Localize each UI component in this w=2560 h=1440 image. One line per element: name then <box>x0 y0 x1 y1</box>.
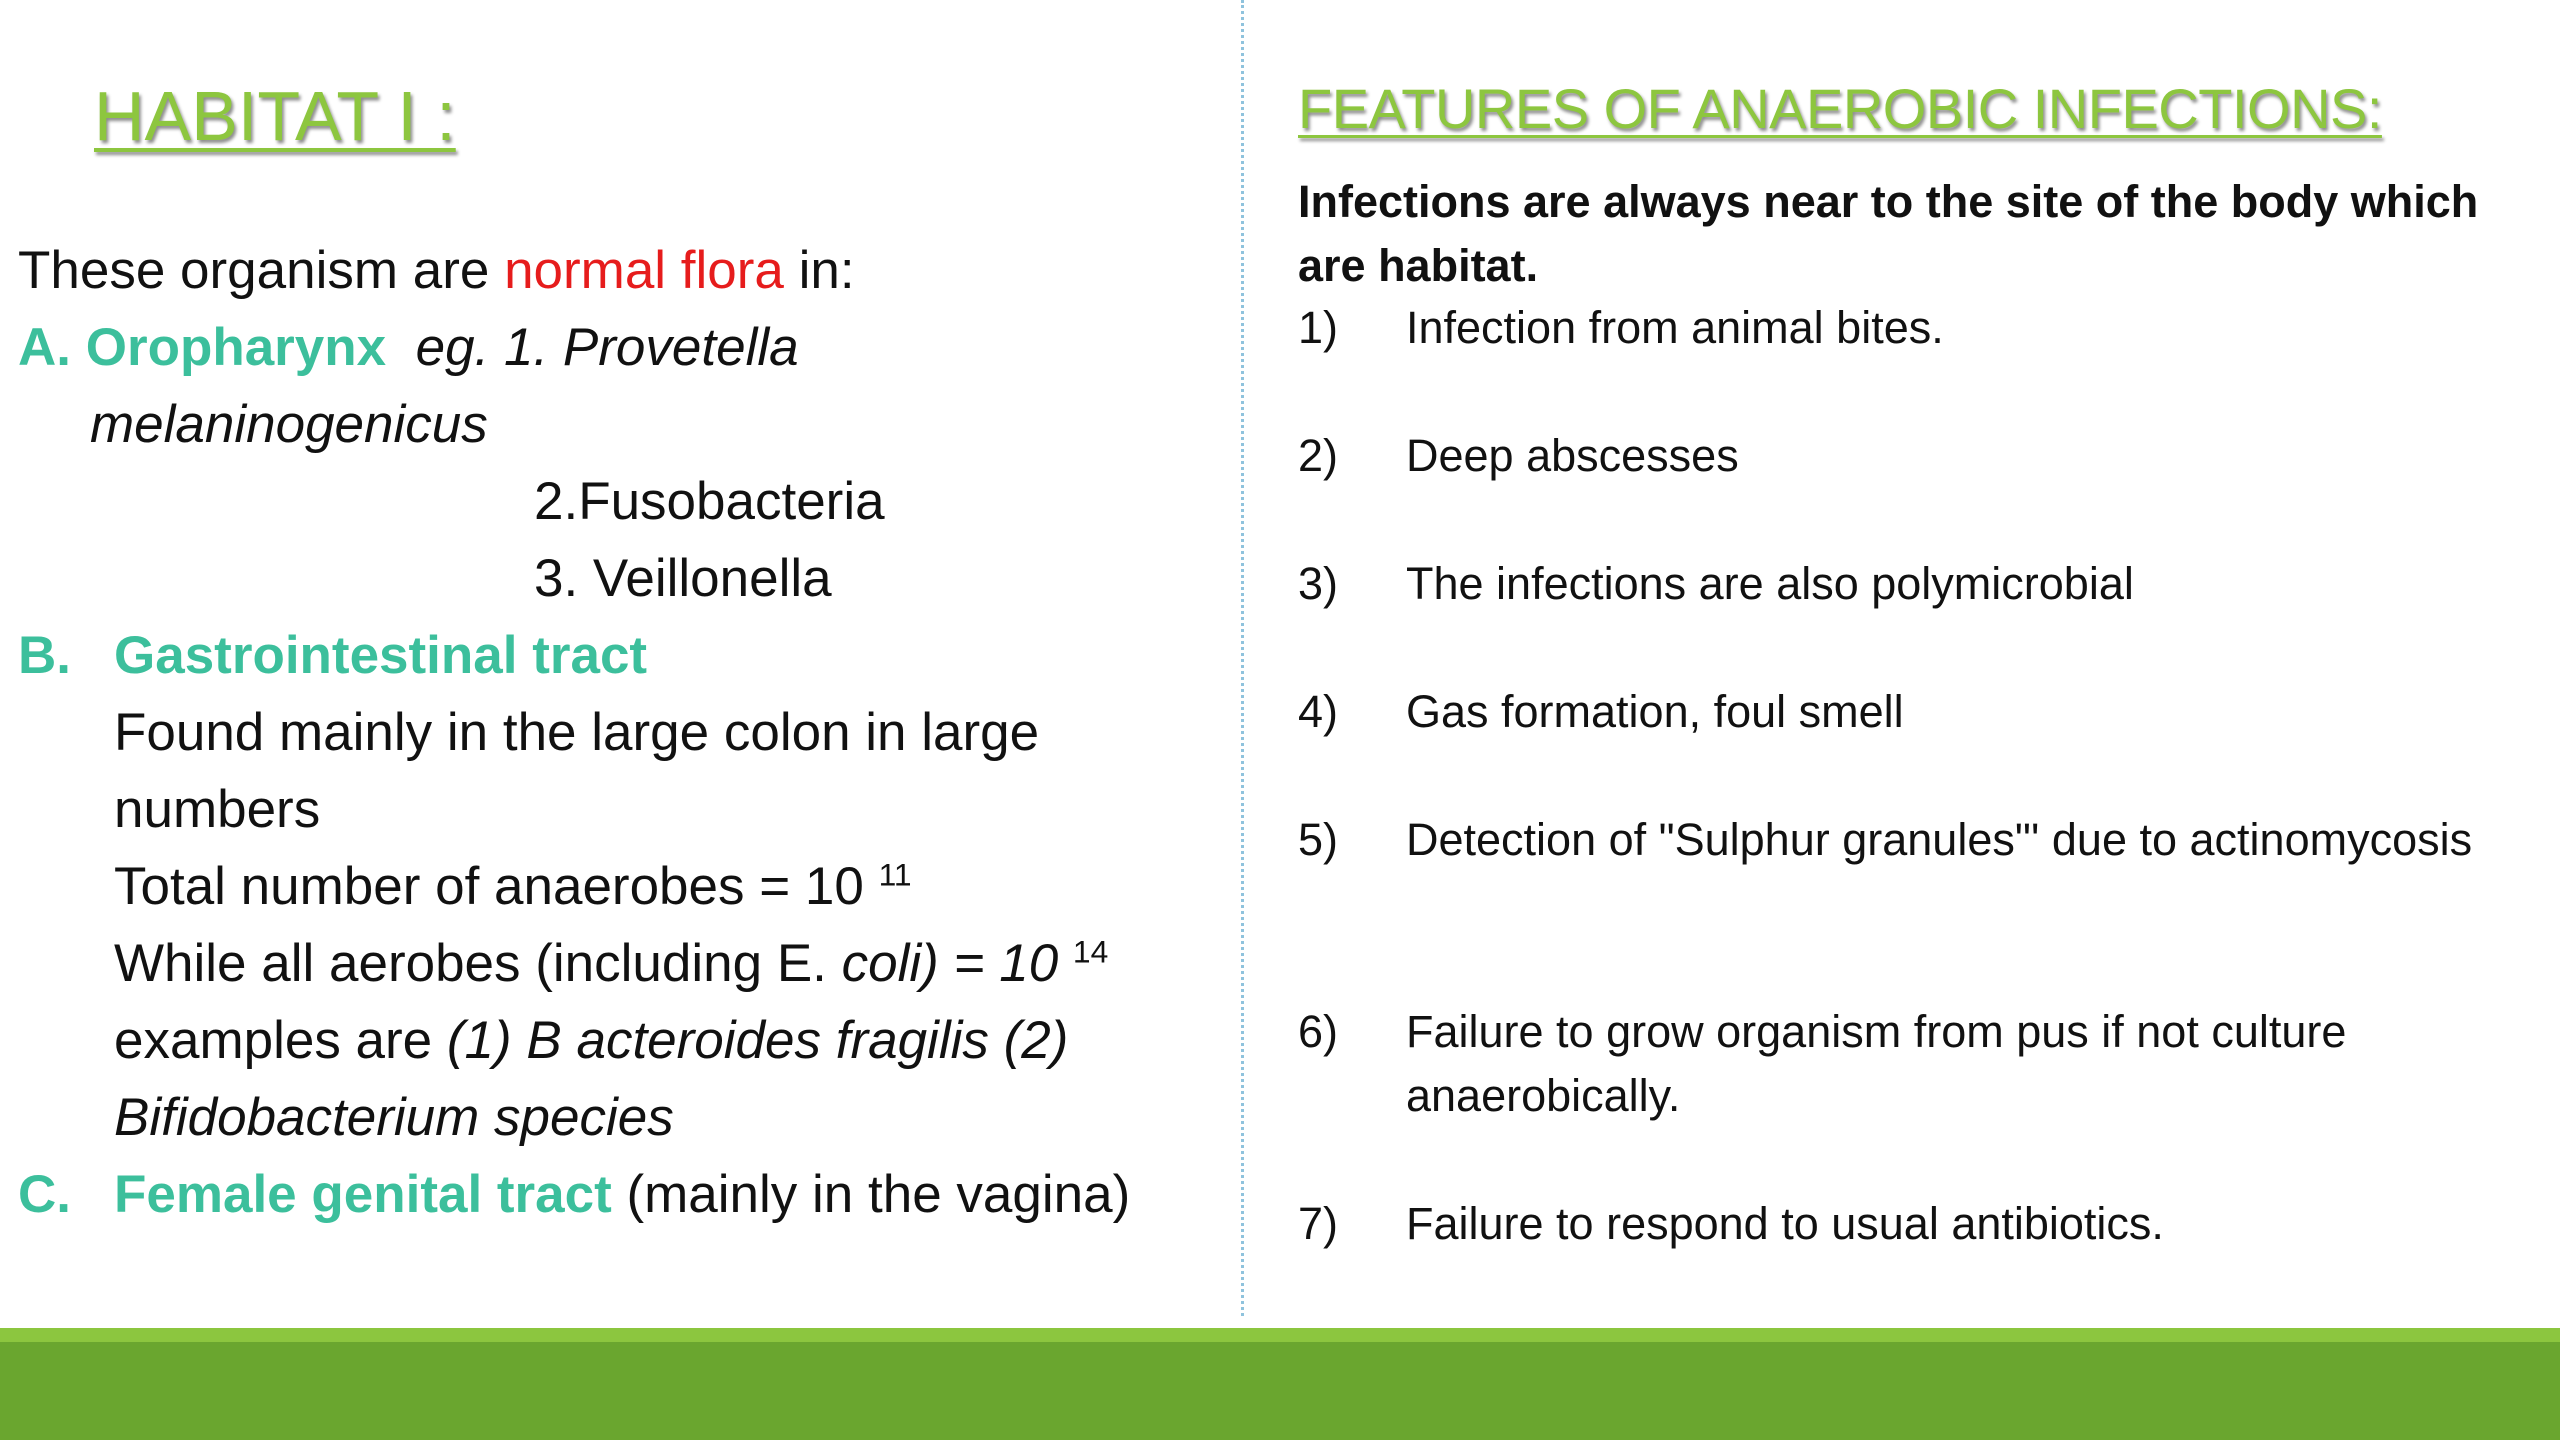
item-text: Deep abscesses <box>1406 430 1739 481</box>
section-a-example-line <box>18 386 1233 463</box>
section-a-heading-line <box>18 309 1233 386</box>
list-item <box>1298 808 2538 872</box>
item-text: Infection from animal bites. <box>1406 302 1944 353</box>
habitat-body <box>18 232 1233 1233</box>
anaerobes-exponent: 11 <box>878 856 912 893</box>
section-b-heading: Gastrointestinal tract <box>114 626 648 685</box>
section-b-body-line <box>18 1002 1233 1079</box>
aerobes-exponent: 14 <box>1072 933 1109 970</box>
section-a-heading: Oropharynx <box>85 318 387 377</box>
section-b-heading-line <box>18 617 1233 694</box>
examples-line-2: Bifidobacterium species <box>114 1088 674 1147</box>
section-a-example-1-cont: melaninogenicus <box>90 395 488 454</box>
section-b-label: B. <box>18 626 71 685</box>
item-text: The infections are also polymicrobial <box>1406 558 2134 609</box>
section-a-label: A. <box>18 318 71 377</box>
examples-text-ital: (1) B acteroides fragilis (2) <box>446 1011 1069 1070</box>
item-number: 7) <box>1298 1198 1339 1249</box>
intro-line <box>18 232 1233 309</box>
section-b-found-2: numbers <box>114 780 321 839</box>
list-item <box>1298 296 2538 360</box>
section-c-note: (mainly in the vagina) <box>611 1165 1131 1224</box>
list-item <box>1298 680 2538 744</box>
normal-flora-highlight: normal flora <box>504 241 784 300</box>
item-number: 4) <box>1298 686 1339 737</box>
item-number: 2) <box>1298 430 1339 481</box>
section-b-found-1: Found mainly in the large colon in large <box>114 703 1040 762</box>
section-c-label: C. <box>18 1165 71 1224</box>
section-c-heading-line <box>18 1156 1233 1233</box>
section-a-example-1: eg. 1. Provetella <box>415 318 799 377</box>
section-a-example-line <box>18 540 1233 617</box>
column-divider <box>1241 0 1244 1316</box>
section-a-example-2: 2.Fusobacteria <box>534 472 885 531</box>
item-number: 6) <box>1298 1006 1339 1057</box>
footer-bar-light <box>0 1328 2560 1342</box>
footer-bar-dark <box>0 1342 2560 1440</box>
list-item <box>1298 552 2538 616</box>
section-a-example-line <box>18 463 1233 540</box>
item-text: Failure to respond to usual antibiotics. <box>1406 1198 2164 1249</box>
intro-text-pre: These organism are <box>18 241 505 300</box>
item-number: 1) <box>1298 302 1339 353</box>
section-b-body-line <box>18 694 1233 771</box>
item-text: Detection of "Sulphur granules"' due to actinomycosis <box>1406 814 2473 865</box>
item-number: 3) <box>1298 558 1339 609</box>
aerobes-text-pre: While all aerobes (including E. <box>114 934 842 993</box>
list-item <box>1298 424 2538 488</box>
section-b-body-line <box>18 771 1233 848</box>
habitat-title: HABITAT I : <box>94 77 456 155</box>
section-b-body-line <box>18 1079 1233 1156</box>
item-text: Gas formation, foul smell <box>1406 686 1904 737</box>
features-intro: Infections are always near to the site of the body which are habitat. <box>1298 176 2479 291</box>
section-b-body-line <box>18 925 1233 1002</box>
section-a-example-3: 3. Veillonella <box>534 549 832 608</box>
section-c-heading: Female genital tract <box>114 1165 612 1224</box>
examples-text-pre: examples are <box>114 1011 447 1070</box>
anaerobes-count-text: Total number of anaerobes = 10 <box>114 857 864 916</box>
list-item <box>1298 1192 2538 1256</box>
item-number: 5) <box>1298 814 1339 865</box>
aerobes-text-ital: coli) = 10 <box>841 934 1059 993</box>
list-item <box>1298 1000 2538 1128</box>
intro-text-post: in: <box>783 241 855 300</box>
item-text: Failure to grow organism from pus if not culture anaerobically. <box>1406 1006 2347 1121</box>
features-title: FEATURES OF ANAEROBIC INFECTIONS: <box>1298 77 2382 140</box>
section-b-body-line <box>18 848 1233 925</box>
